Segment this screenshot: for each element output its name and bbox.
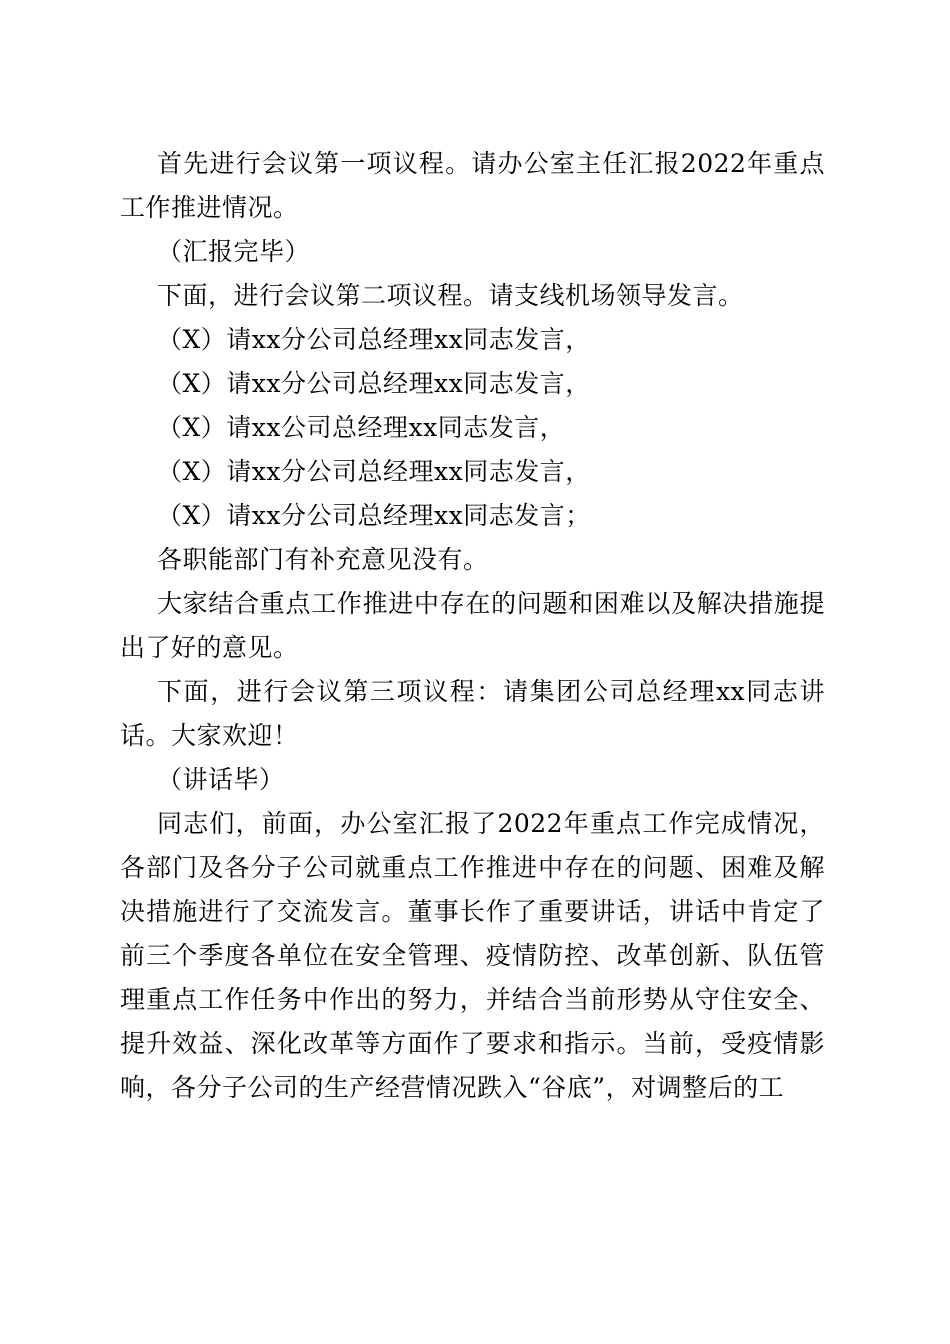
paragraph-summary: 同志们，前面，办公室汇报了2022年重点工作完成情况，各部门及各分子公司就重点工作推进中存在的问题、困难及解决措施进行了交流发言。董事长作了重要讲话，讲话中肯定了前三个季度各单位在安全管理、疫情防控、改革创新、队伍管理重点工作任务中作出的努力，并结合当前形势从守住安全、提升效益、深化改革等方面作了要求和指示。当前，受疫情影响，各分子公司的生产经营情况跌入“谷底”，对调整后的工 xyxy=(120,809,825,1102)
list-item: （X）请xx分公司总经理xx同志发言， xyxy=(157,369,591,398)
paragraph-agenda-one: 首先进行会议第一项议程。请办公室主任汇报2022年重点工作推进情况。 xyxy=(120,149,825,222)
list-item: （X）请xx公司总经理xx同志发言， xyxy=(157,413,566,442)
paragraph-report-done: （汇报完毕） xyxy=(157,237,311,266)
list-item: （X）请xx分公司总经理xx同志发言， xyxy=(157,457,591,486)
paragraph-speech-done: （讲话毕） xyxy=(157,765,285,794)
paragraph-departments: 各职能部门有补充意见没有。 xyxy=(157,545,489,574)
paragraph-agenda-two: 下面，进行会议第二项议程。请支线机场领导发言。 xyxy=(157,281,744,310)
paragraph-opinions: 大家结合重点工作推进中存在的问题和困难以及解决措施提出了好的意见。 xyxy=(120,589,825,662)
paragraph-agenda-three: 下面，进行会议第三项议程：请集团公司总经理xx同志讲话。大家欢迎！ xyxy=(120,677,825,750)
list-item: （X）请xx分公司总经理xx同志发言， xyxy=(157,325,591,354)
list-item: （X）请xx分公司总经理xx同志发言； xyxy=(157,501,591,530)
document-body xyxy=(120,142,825,1110)
